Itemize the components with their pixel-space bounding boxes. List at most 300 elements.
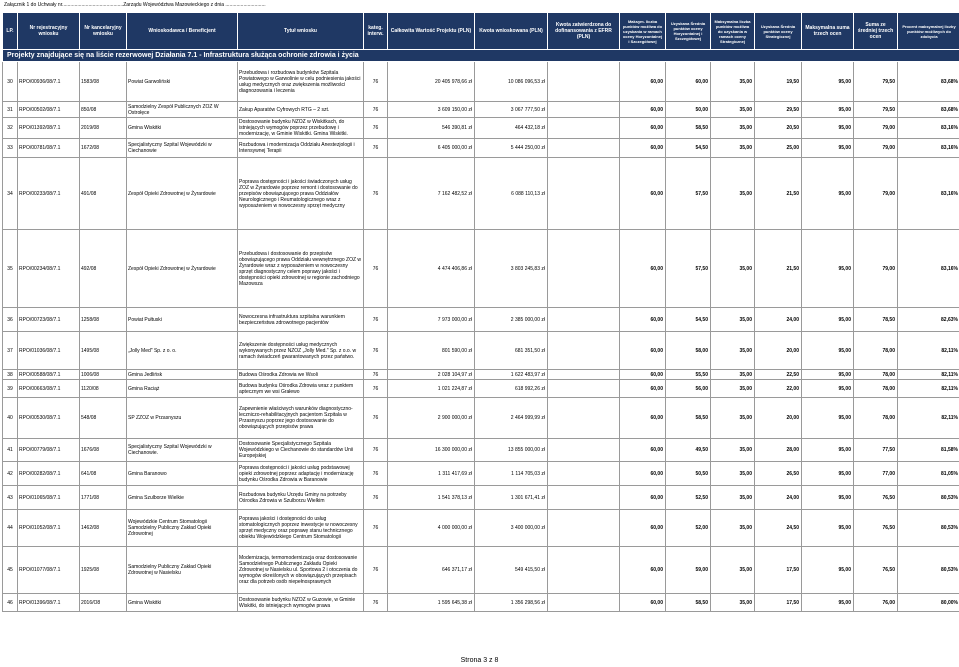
- row-approved-amount: [548, 102, 620, 118]
- reserve-list-table: [2, 12, 959, 612]
- row-kanc-number: 1120/08: [80, 380, 127, 398]
- column-header: Maksymalna suma trzech ocen: [802, 13, 854, 50]
- row-category: 76: [364, 370, 388, 380]
- column-header: LP.: [3, 13, 18, 50]
- row-avg-points-hs: 55,50: [666, 370, 711, 380]
- row-requested-amount: 1 114 705,03 zł: [475, 462, 548, 486]
- row-title: Dostosowanie budynku NZOZ w Wiskitkach, do istniejących wymogów poprzez przebudowę i modernizację, w Gminie Wiskitki. Gmina Wiskitki.: [238, 118, 364, 139]
- row-approved-amount: [548, 547, 620, 594]
- row-requested-amount: 13 855 000,00 zł: [475, 439, 548, 462]
- row-max-points-strategic: 35,00: [711, 510, 755, 547]
- row-category: 76: [364, 439, 388, 462]
- table-row: [3, 118, 959, 139]
- row-category: 76: [364, 332, 388, 370]
- row-max-points-hs: 60,00: [620, 547, 666, 594]
- row-total-value: 1 021 224,87 zł: [388, 380, 475, 398]
- row-sum-avg: 79,00: [854, 230, 898, 308]
- row-kanc-number: 492/08: [80, 230, 127, 308]
- row-avg-points-strategic: 29,50: [755, 102, 802, 118]
- row-lp: 35: [3, 230, 18, 308]
- row-beneficiary: Samodzielny Zespół Publicznych ZOZ W Ostrołęce: [127, 102, 238, 118]
- row-kanc-number: 491/08: [80, 158, 127, 230]
- row-title: Zakup Aparatów Cyfrowych RTG – 2 szt.: [238, 102, 364, 118]
- row-category: 76: [364, 380, 388, 398]
- row-sum-avg: 78,50: [854, 308, 898, 332]
- row-avg-points-hs: 60,00: [666, 62, 711, 102]
- row-lp: 45: [3, 547, 18, 594]
- column-header: Całkowita Wartość Projektu (PLN): [388, 13, 475, 50]
- row-max-points-hs: 60,00: [620, 398, 666, 439]
- row-beneficiary: Gmina Raciąż: [127, 380, 238, 398]
- row-percent: 82,11%: [898, 370, 959, 380]
- row-approved-amount: [548, 332, 620, 370]
- row-approved-amount: [548, 62, 620, 102]
- row-requested-amount: 3 400 000,00 zł: [475, 510, 548, 547]
- row-beneficiary: Zespół Opieki Zdrowotnej w Żyrardowie: [127, 158, 238, 230]
- row-category: 76: [364, 547, 388, 594]
- row-avg-points-hs: 54,50: [666, 308, 711, 332]
- column-header: Nr rejestracyjny wniosku: [18, 13, 80, 50]
- row-max-sum: 95,00: [802, 102, 854, 118]
- row-max-points-strategic: 35,00: [711, 547, 755, 594]
- row-lp: 46: [3, 594, 18, 612]
- row-avg-points-strategic: 21,50: [755, 230, 802, 308]
- row-approved-amount: [548, 230, 620, 308]
- row-lp: 44: [3, 510, 18, 547]
- row-sum-avg: 76,50: [854, 486, 898, 510]
- row-max-points-hs: 60,00: [620, 594, 666, 612]
- row-total-value: 4 474 406,86 zł: [388, 230, 475, 308]
- row-title: Przebudowa i dostosowanie do przepisów obowiązującego prawa Oddziału wewnętrznego ZOZ w Żyrardowie wraz z wyposażeniem w nowoczesny sprzęt diagnostyczny celem poprawy jakości i dostępności opieki zdrowotnej w regionie zachodniego Mazowsza: [238, 230, 364, 308]
- row-avg-points-strategic: 24,50: [755, 510, 802, 547]
- row-max-sum: 95,00: [802, 462, 854, 486]
- row-beneficiary: Gmina Wiskitki: [127, 594, 238, 612]
- row-reg-number: RPO/00502/08/7.1: [18, 102, 80, 118]
- column-header: kateg. interw.: [364, 13, 388, 50]
- row-percent: 83,16%: [898, 230, 959, 308]
- row-requested-amount: 1 622 483,97 zł: [475, 370, 548, 380]
- row-category: 76: [364, 102, 388, 118]
- row-title: Dostosowanie budynku NZOZ w Guzowie, w Gminie Wiskitki, do istniejących wymogów prawa: [238, 594, 364, 612]
- row-percent: 80,53%: [898, 510, 959, 547]
- row-title: Nowoczesna infrastruktura szpitalna warunkiem bezpieczeństwa zdrowotnego pacjentów: [238, 308, 364, 332]
- row-total-value: 2 900 000,00 zł: [388, 398, 475, 439]
- row-max-sum: 95,00: [802, 118, 854, 139]
- row-requested-amount: 2 464 999,99 zł: [475, 398, 548, 439]
- row-title: Modernizacja, termomodernizacja oraz dostosowanie Samodzielnego Publicznego Zakładu Opieki Zdrowotnej w Nasielsku ul. Sportowa 2 i otoczenia do wymogów określonych w obowiązujących przepisach oraz dla potrzeb osób niepełnosprawnych: [238, 547, 364, 594]
- row-lp: 36: [3, 308, 18, 332]
- row-beneficiary: Gmina Jedlińsk: [127, 370, 238, 380]
- row-total-value: 3 609 150,00 zł: [388, 102, 475, 118]
- row-approved-amount: [548, 439, 620, 462]
- row-lp: 42: [3, 462, 18, 486]
- row-kanc-number: 1462/08: [80, 510, 127, 547]
- row-avg-points-strategic: 25,00: [755, 139, 802, 158]
- row-avg-points-strategic: 26,50: [755, 462, 802, 486]
- row-title: Zwiększenie dostępności usług medycznych wykonywanych przez NZOZ „Jolly Med." Sp. z o.o. w ramach świadczeń gwarantowanych przez państwo.: [238, 332, 364, 370]
- row-requested-amount: 1 301 671,41 zł: [475, 486, 548, 510]
- document-header-line: Załącznik 1 do Uchwały nr............................................Zarządu Województwa Mazowieckiego z dnia .............................: [4, 2, 266, 8]
- row-requested-amount: 464 432,18 zł: [475, 118, 548, 139]
- row-reg-number: RPO/01065/08/7.1: [18, 486, 80, 510]
- row-reg-number: RPO/01052/08/7.1: [18, 510, 80, 547]
- row-kanc-number: 850/08: [80, 102, 127, 118]
- row-category: 76: [364, 118, 388, 139]
- row-beneficiary: „Jolly Med" Sp. z o. o.: [127, 332, 238, 370]
- row-percent: 83,68%: [898, 102, 959, 118]
- row-max-sum: 95,00: [802, 158, 854, 230]
- row-category: 76: [364, 398, 388, 439]
- row-percent: 81,58%: [898, 439, 959, 462]
- row-approved-amount: [548, 594, 620, 612]
- section-header-row: [3, 50, 959, 62]
- column-header: Kwota wnioskowana (PLN): [475, 13, 548, 50]
- table-row: [3, 158, 959, 230]
- row-percent: 82,63%: [898, 308, 959, 332]
- row-kanc-number: 1925/08: [80, 547, 127, 594]
- row-approved-amount: [548, 370, 620, 380]
- row-approved-amount: [548, 510, 620, 547]
- row-title: Dostosowanie Specjalistycznego Szpitala Wojewódzkiego w Ciechanowie do standardów Unii Europejskiej: [238, 439, 364, 462]
- row-sum-avg: 76,00: [854, 594, 898, 612]
- row-avg-points-hs: 58,50: [666, 594, 711, 612]
- row-max-points-hs: 60,00: [620, 102, 666, 118]
- row-requested-amount: 5 444 250,00 zł: [475, 139, 548, 158]
- row-lp: 41: [3, 439, 18, 462]
- row-total-value: 546 390,81 zł: [388, 118, 475, 139]
- row-max-sum: 95,00: [802, 510, 854, 547]
- row-kanc-number: 1672/08: [80, 139, 127, 158]
- row-sum-avg: 78,00: [854, 332, 898, 370]
- table-row: [3, 380, 959, 398]
- table-row: [3, 102, 959, 118]
- row-avg-points-strategic: 17,50: [755, 594, 802, 612]
- row-reg-number: RPO/01392/08/7.1: [18, 118, 80, 139]
- row-max-sum: 95,00: [802, 332, 854, 370]
- row-requested-amount: 681 351,50 zł: [475, 332, 548, 370]
- row-reg-number: RPO/01077/08/7.1: [18, 547, 80, 594]
- row-kanc-number: 1006/08: [80, 370, 127, 380]
- row-title: Rozbudowa budynku Urzędu Gminy na potrzeby Ośrodka Zdrowia w Szulborzu Wielkim: [238, 486, 364, 510]
- row-sum-avg: 78,00: [854, 380, 898, 398]
- row-max-points-strategic: 35,00: [711, 594, 755, 612]
- row-percent: 82,11%: [898, 398, 959, 439]
- row-requested-amount: 618 992,26 zł: [475, 380, 548, 398]
- row-title: Poprawa jakości i dostępności do usług stomatologicznych poprzez inwestycje w nowoczesny sprzęt medyczny oraz poprawę stanu technicznego obiektu Wojewódzkiego Centrum Stomatologii: [238, 510, 364, 547]
- row-total-value: 2 028 104,97 zł: [388, 370, 475, 380]
- row-lp: 30: [3, 62, 18, 102]
- row-title: Budowa Ośrodka Zdrowia we Wsoli: [238, 370, 364, 380]
- row-category: 76: [364, 139, 388, 158]
- row-percent: 80,53%: [898, 547, 959, 594]
- row-kanc-number: 1676/08: [80, 439, 127, 462]
- row-kanc-number: 548/08: [80, 398, 127, 439]
- row-percent: 82,11%: [898, 380, 959, 398]
- row-category: 76: [364, 510, 388, 547]
- row-requested-amount: 10 086 096,53 zł: [475, 62, 548, 102]
- row-sum-avg: 79,00: [854, 139, 898, 158]
- row-beneficiary: Samodzielny Publiczny Zakład Opieki Zdrowotnej w Nasielsku: [127, 547, 238, 594]
- row-avg-points-hs: 52,50: [666, 486, 711, 510]
- row-max-points-hs: 60,00: [620, 370, 666, 380]
- row-avg-points-strategic: 28,00: [755, 439, 802, 462]
- row-avg-points-hs: 52,00: [666, 510, 711, 547]
- row-beneficiary: SP ZZOZ w Przasnyszu: [127, 398, 238, 439]
- row-beneficiary: Gmina Szulborze Wielkie: [127, 486, 238, 510]
- row-total-value: 7 162 482,52 zł: [388, 158, 475, 230]
- row-max-points-strategic: 35,00: [711, 139, 755, 158]
- row-reg-number: RPO/00234/08/7.1: [18, 230, 80, 308]
- row-max-points-strategic: 35,00: [711, 370, 755, 380]
- row-approved-amount: [548, 308, 620, 332]
- row-max-points-hs: 60,00: [620, 462, 666, 486]
- row-avg-points-hs: 58,50: [666, 118, 711, 139]
- row-sum-avg: 79,50: [854, 102, 898, 118]
- row-reg-number: RPO/01396/08/7.1: [18, 594, 80, 612]
- row-title: Budowa budynku Ośrodka Zdrowia wraz z punktem aptecznym we wsi Grałewo: [238, 380, 364, 398]
- row-title: Przebudowa i rozbudowa budynków Szpitala Powiatowego w Garwolinie w celu podniesienia jakości usług medycznych oraz zwiększenia możliwości diagnozowania i leczenia: [238, 62, 364, 102]
- row-total-value: 6 405 000,00 zł: [388, 139, 475, 158]
- row-percent: 83,16%: [898, 158, 959, 230]
- column-header: Wnioskodawca / Beneficjent: [127, 13, 238, 50]
- column-header: Tytuł wniosku: [238, 13, 364, 50]
- column-header: Uzyskana Średnia punktów oceny Horyzontalnej i Szczegółowej: [666, 13, 711, 50]
- row-total-value: 7 973 000,00 zł: [388, 308, 475, 332]
- row-avg-points-hs: 58,50: [666, 398, 711, 439]
- row-avg-points-strategic: 20,50: [755, 118, 802, 139]
- row-kanc-number: 2016/O8: [80, 594, 127, 612]
- row-avg-points-hs: 50,50: [666, 462, 711, 486]
- table-row: [3, 308, 959, 332]
- row-max-points-strategic: 35,00: [711, 158, 755, 230]
- row-sum-avg: 77,50: [854, 439, 898, 462]
- row-avg-points-strategic: 20,00: [755, 398, 802, 439]
- row-percent: 83,16%: [898, 118, 959, 139]
- table-row: [3, 398, 959, 439]
- row-lp: 38: [3, 370, 18, 380]
- row-title: Poprawa dostępności i jakości usług podstawowej opieki zdrowotnej poprzez adaptację i modernizację budynku Ośrodka Zdrowia w Baranowie: [238, 462, 364, 486]
- table-row: [3, 332, 959, 370]
- table-row: [3, 510, 959, 547]
- row-sum-avg: 78,00: [854, 398, 898, 439]
- column-header: Maksymalna liczba punktów możliwa do uzyskania w ramach oceny Strategicznej: [711, 13, 755, 50]
- row-max-points-strategic: 35,00: [711, 462, 755, 486]
- table-row: [3, 486, 959, 510]
- table-header: [3, 13, 959, 50]
- table-row: [3, 230, 959, 308]
- row-max-sum: 95,00: [802, 547, 854, 594]
- row-title: Rozbudowa i modernizacja Oddziału Anestezjologii i Intensywnej Terapii: [238, 139, 364, 158]
- row-max-sum: 95,00: [802, 370, 854, 380]
- row-max-points-hs: 60,00: [620, 439, 666, 462]
- table-body: [3, 50, 959, 612]
- row-max-sum: 95,00: [802, 62, 854, 102]
- row-title: Poprawa dostępności i jakości świadczonych usług ZOZ w Żyrardowie poprzez remont i dostosowanie do przepisów obowiązującego prawa Oddziałów Neurologicznego i Reumatologicznego wraz z wyposażeniem w nowoczesny sprzęt medyczny: [238, 158, 364, 230]
- row-avg-points-hs: 59,00: [666, 547, 711, 594]
- row-max-points-hs: 60,00: [620, 230, 666, 308]
- column-header: Kwota zatwierdzona do dofinansowania z EFRR (PLN): [548, 13, 620, 50]
- row-sum-avg: 78,00: [854, 370, 898, 380]
- row-max-points-hs: 60,00: [620, 118, 666, 139]
- row-category: 76: [364, 594, 388, 612]
- row-avg-points-hs: 57,50: [666, 158, 711, 230]
- row-total-value: 801 590,00 zł: [388, 332, 475, 370]
- row-lp: 40: [3, 398, 18, 439]
- table-row: [3, 547, 959, 594]
- table-row: [3, 462, 959, 486]
- row-percent: 82,11%: [898, 332, 959, 370]
- row-max-points-hs: 60,00: [620, 510, 666, 547]
- row-title: Zapewnienie właściwych warunków diagnostyczno-leczniczo-rehabilitacyjnych pacjentom Szpitala w Przasnyszu poprzez jego dostosowanie do obowiązujących przepisów prawa: [238, 398, 364, 439]
- row-max-points-strategic: 35,00: [711, 398, 755, 439]
- row-lp: 34: [3, 158, 18, 230]
- column-header: Suma ze średniej trzech ocen: [854, 13, 898, 50]
- row-total-value: 646 371,17 zł: [388, 547, 475, 594]
- row-avg-points-hs: 50,00: [666, 102, 711, 118]
- row-approved-amount: [548, 118, 620, 139]
- row-kanc-number: 1583/08: [80, 62, 127, 102]
- row-percent: 83,16%: [898, 139, 959, 158]
- row-max-points-hs: 60,00: [620, 139, 666, 158]
- row-avg-points-hs: 54,50: [666, 139, 711, 158]
- row-avg-points-hs: 56,00: [666, 380, 711, 398]
- row-avg-points-strategic: 24,00: [755, 486, 802, 510]
- row-max-sum: 95,00: [802, 594, 854, 612]
- row-beneficiary: Specjalistyczny Szpital Wojewódzki w Ciechanowie: [127, 139, 238, 158]
- row-beneficiary: Zespół Opieki Zdrowotnej w Żyrardowie: [127, 230, 238, 308]
- row-requested-amount: 3 067 777,50 zł: [475, 102, 548, 118]
- row-requested-amount: 1 356 298,56 zł: [475, 594, 548, 612]
- column-header: Uzyskana Średnia punktów oceny Strategicznej: [755, 13, 802, 50]
- row-lp: 31: [3, 102, 18, 118]
- row-sum-avg: 79,50: [854, 62, 898, 102]
- row-kanc-number: 1495/08: [80, 332, 127, 370]
- row-beneficiary: Powiat Garwoliński: [127, 62, 238, 102]
- row-avg-points-hs: 58,00: [666, 332, 711, 370]
- row-reg-number: RPO/00781/08/7.1: [18, 139, 80, 158]
- row-reg-number: RPO/00530/08/7.1: [18, 398, 80, 439]
- row-lp: 33: [3, 139, 18, 158]
- row-lp: 43: [3, 486, 18, 510]
- row-sum-avg: 76,50: [854, 547, 898, 594]
- row-sum-avg: 76,50: [854, 510, 898, 547]
- table-row: [3, 439, 959, 462]
- row-avg-points-strategic: 20,00: [755, 332, 802, 370]
- row-max-sum: 95,00: [802, 308, 854, 332]
- row-category: 76: [364, 62, 388, 102]
- row-category: 76: [364, 158, 388, 230]
- row-category: 76: [364, 462, 388, 486]
- row-kanc-number: 1771/08: [80, 486, 127, 510]
- row-max-points-hs: 60,00: [620, 308, 666, 332]
- row-max-points-strategic: 35,00: [711, 486, 755, 510]
- row-reg-number: RPO/00779/08/7.1: [18, 439, 80, 462]
- column-header: Maksym. liczba punktów możliwa do uzyskania w ramach oceny Horyzontalnej i Szczegółowej: [620, 13, 666, 50]
- row-avg-points-strategic: 22,50: [755, 370, 802, 380]
- row-max-sum: 95,00: [802, 139, 854, 158]
- row-max-points-strategic: 35,00: [711, 62, 755, 102]
- row-avg-points-strategic: 17,50: [755, 547, 802, 594]
- row-max-points-hs: 60,00: [620, 62, 666, 102]
- row-lp: 37: [3, 332, 18, 370]
- table-row: [3, 594, 959, 612]
- row-sum-avg: 79,00: [854, 158, 898, 230]
- row-category: 76: [364, 486, 388, 510]
- row-lp: 39: [3, 380, 18, 398]
- table-row: [3, 139, 959, 158]
- row-max-points-strategic: 35,00: [711, 380, 755, 398]
- row-percent: 83,68%: [898, 62, 959, 102]
- row-max-points-hs: 60,00: [620, 332, 666, 370]
- row-max-points-strategic: 35,00: [711, 230, 755, 308]
- row-max-points-hs: 60,00: [620, 380, 666, 398]
- row-max-sum: 95,00: [802, 486, 854, 510]
- row-kanc-number: 1258/08: [80, 308, 127, 332]
- row-requested-amount: 6 088 110,13 zł: [475, 158, 548, 230]
- row-kanc-number: 2019/08: [80, 118, 127, 139]
- row-max-points-strategic: 35,00: [711, 118, 755, 139]
- row-reg-number: RPO/00233/08/7.1: [18, 158, 80, 230]
- row-reg-number: RPO/00723/08/7.1: [18, 308, 80, 332]
- row-approved-amount: [548, 158, 620, 230]
- row-beneficiary: Wojewódzkie Centrum Stomatologii Samodzielny Publiczny Zakład Opieki Zdrowotnej: [127, 510, 238, 547]
- row-max-sum: 95,00: [802, 398, 854, 439]
- row-percent: 81,05%: [898, 462, 959, 486]
- row-max-sum: 95,00: [802, 230, 854, 308]
- row-avg-points-strategic: 24,00: [755, 308, 802, 332]
- row-total-value: 20 405 978,66 zł: [388, 62, 475, 102]
- row-max-points-hs: 60,00: [620, 158, 666, 230]
- row-approved-amount: [548, 462, 620, 486]
- section-title: Projekty znajdujące się na liście rezerwowej Działania 7.1 - Infrastruktura służąca ochronie zdrowia i życia: [3, 50, 959, 62]
- row-max-sum: 95,00: [802, 439, 854, 462]
- row-avg-points-strategic: 19,50: [755, 62, 802, 102]
- row-beneficiary: Gmina Wiskitki: [127, 118, 238, 139]
- row-beneficiary: Powiat Pułtuski: [127, 308, 238, 332]
- row-percent: 80,00%: [898, 594, 959, 612]
- row-sum-avg: 77,00: [854, 462, 898, 486]
- row-approved-amount: [548, 398, 620, 439]
- row-avg-points-hs: 57,50: [666, 230, 711, 308]
- row-category: 76: [364, 308, 388, 332]
- table-row: [3, 370, 959, 380]
- row-requested-amount: 549 415,50 zł: [475, 547, 548, 594]
- row-max-points-strategic: 35,00: [711, 308, 755, 332]
- table-row: [3, 62, 959, 102]
- row-category: 76: [364, 230, 388, 308]
- row-total-value: 16 300 000,00 zł: [388, 439, 475, 462]
- row-avg-points-hs: 49,50: [666, 439, 711, 462]
- row-approved-amount: [548, 486, 620, 510]
- row-requested-amount: 3 803 245,83 zł: [475, 230, 548, 308]
- row-reg-number: RPO/00282/08/7.1: [18, 462, 80, 486]
- row-reg-number: RPO/00588/08/7.1: [18, 370, 80, 380]
- row-avg-points-strategic: 22,00: [755, 380, 802, 398]
- row-approved-amount: [548, 380, 620, 398]
- row-total-value: 1 541 378,13 zł: [388, 486, 475, 510]
- column-header: Procent maksymalnej liczby punktów możliwych do zdobycia: [898, 13, 959, 50]
- row-percent: 80,53%: [898, 486, 959, 510]
- row-max-points-strategic: 35,00: [711, 102, 755, 118]
- page-footer: Strona 3 z 8: [460, 657, 499, 664]
- row-reg-number: RPO/01036/08/7.1: [18, 332, 80, 370]
- row-total-value: 1 311 417,69 zł: [388, 462, 475, 486]
- row-reg-number: RPO/00936/08/7.1: [18, 62, 80, 102]
- row-sum-avg: 79,00: [854, 118, 898, 139]
- row-total-value: 4 000 000,00 zł: [388, 510, 475, 547]
- row-approved-amount: [548, 139, 620, 158]
- row-max-points-strategic: 35,00: [711, 439, 755, 462]
